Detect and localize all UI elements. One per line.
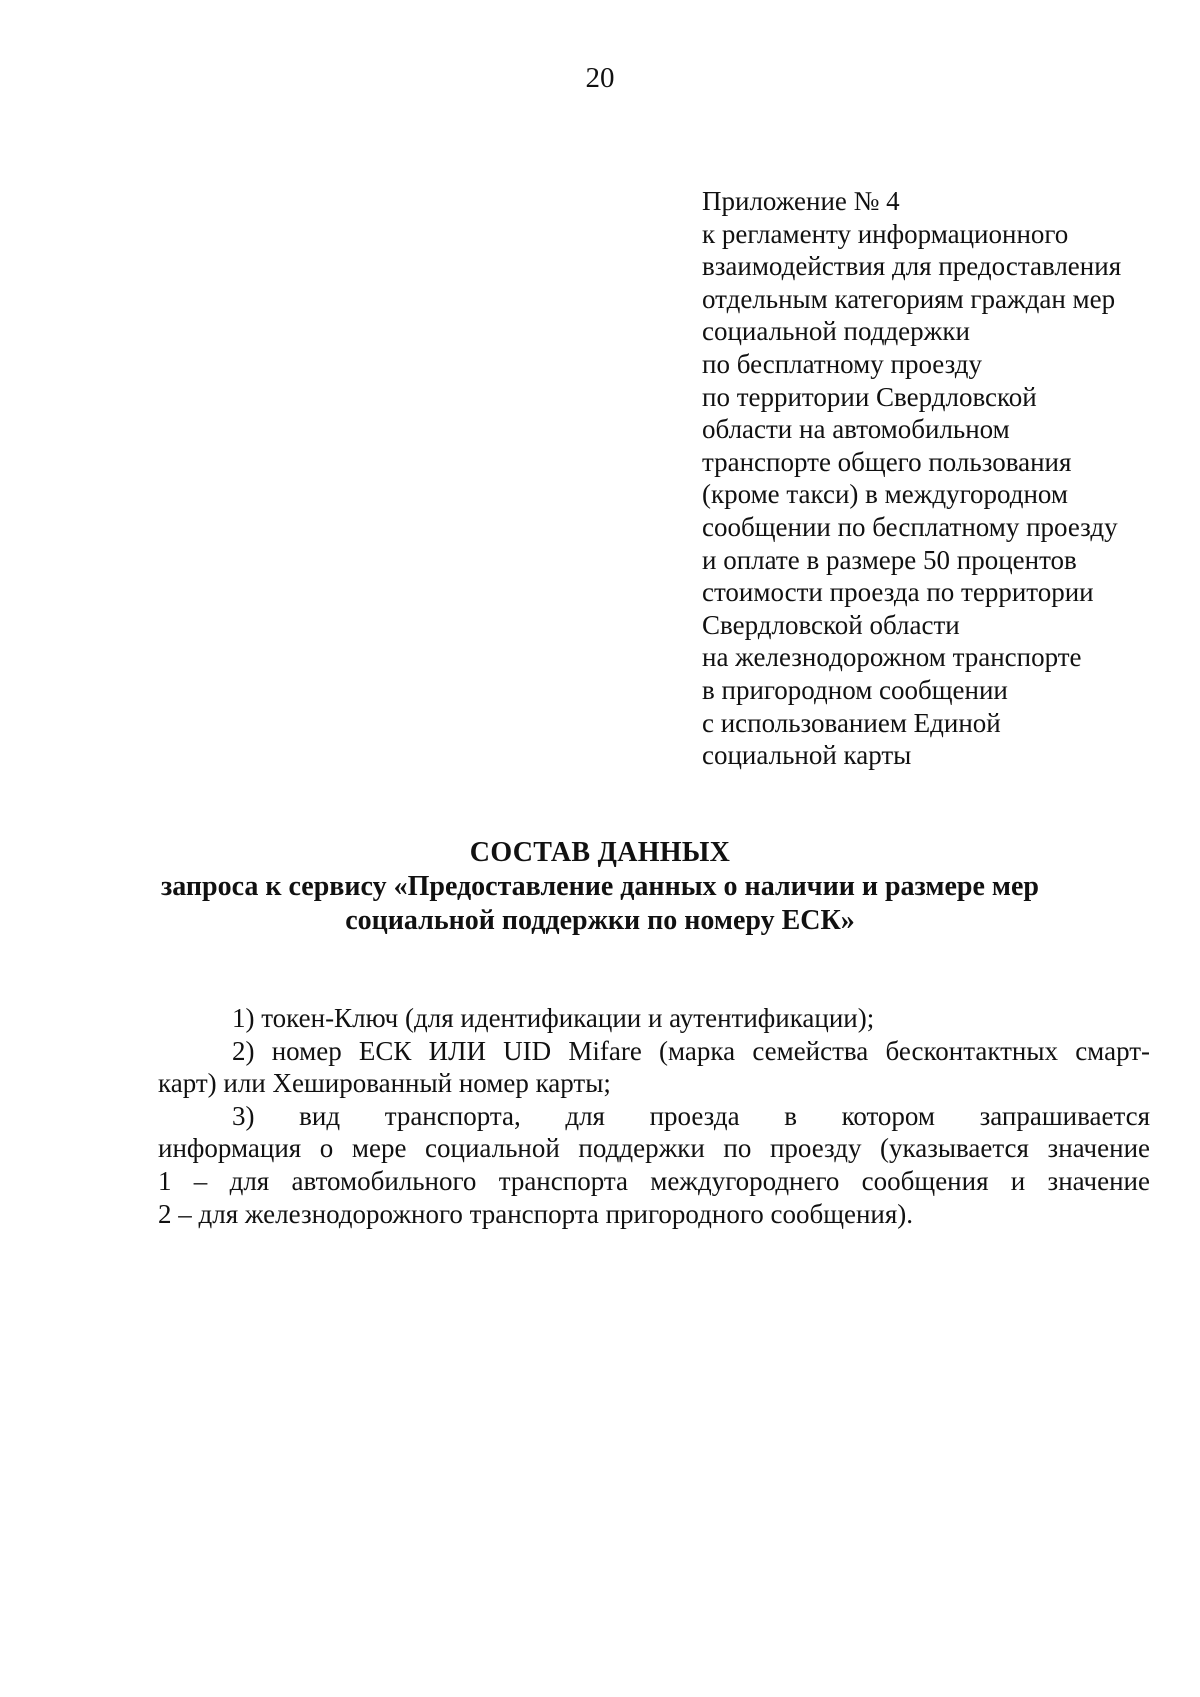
- list-item-3-line-1: 3) вид транспорта, для проезда в котором запрашивается: [232, 1100, 1150, 1131]
- appendix-line: (кроме такси) в междугородном: [702, 479, 1068, 510]
- appendix-line: взаимодействия для предоставления: [702, 251, 1122, 282]
- appendix-line: с использованием Единой: [702, 707, 1001, 738]
- appendix-line: социальной поддержки: [702, 316, 970, 347]
- appendix-line: социальной карты: [702, 740, 912, 771]
- appendix-line: Свердловской области: [702, 609, 960, 640]
- appendix-line: Приложение № 4: [702, 186, 900, 216]
- list-item-3-line-4: 2 – для железнодорожного транспорта пригородного сообщения).: [158, 1198, 914, 1229]
- data-items-list: [158, 1002, 1150, 1230]
- appendix-line: по территории Свердловской: [702, 381, 1037, 412]
- list-item-3-line-2: информация о мере социальной поддержки по проезду (указывается значение: [158, 1133, 1150, 1164]
- appendix-line: к регламенту информационного: [702, 218, 1069, 249]
- appendix-line: отдельным категориям граждан мер: [702, 283, 1116, 314]
- appendix-line: области на автомобильном: [702, 414, 1010, 445]
- list-item-1: 1) токен-Ключ (для идентификации и аутентификации);: [232, 1003, 875, 1033]
- appendix-line: и оплате в размере 50 процентов: [702, 544, 1077, 575]
- appendix-line: по бесплатному проезду: [702, 348, 983, 379]
- document-title: СОСТАВ ДАННЫХ: [469, 837, 731, 868]
- subtitle-line-2: социальной поддержки по номеру ЕСК»: [345, 905, 855, 936]
- subtitle-line-1: запроса к сервису «Предоставление данных о наличии и размере мер: [161, 871, 1039, 902]
- list-item-2-line-1: 2) номер ЕСК ИЛИ UID Mifare (марка семейства бесконтактных смарт-: [232, 1035, 1150, 1066]
- appendix-line: стоимости проезда по территории: [702, 577, 1094, 608]
- appendix-line: сообщении по бесплатному проезду: [702, 511, 1118, 542]
- list-item-3-line-3: 1 – для автомобильного транспорта междугороднего сообщения и значение: [158, 1165, 1150, 1196]
- appendix-line: транспорте общего пользования: [702, 446, 1072, 477]
- page-number: 20: [585, 62, 615, 94]
- appendix-line: на железнодорожном транспорте: [702, 642, 1082, 673]
- appendix-line: в пригородном сообщении: [702, 674, 1008, 705]
- appendix-header: [702, 185, 1182, 772]
- document-subtitle: [150, 870, 1050, 938]
- list-item-2-line-2: карт) или Хешированный номер карты;: [158, 1068, 611, 1099]
